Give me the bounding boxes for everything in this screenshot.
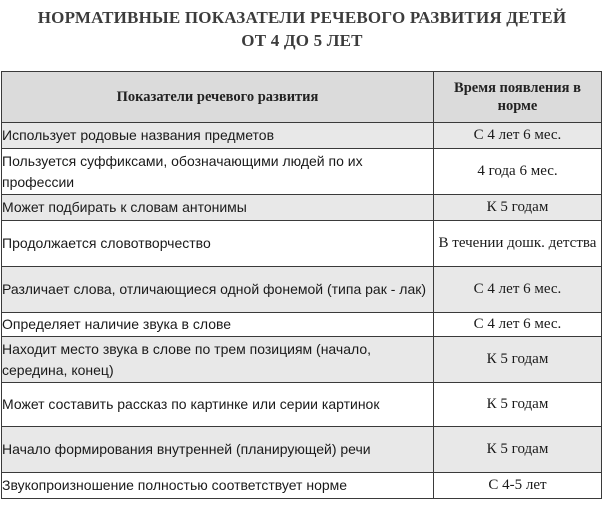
header-time-line-1: Время появления в: [454, 80, 581, 96]
table-row: [2, 427, 602, 473]
row-time: К 5 годам: [434, 427, 602, 473]
row-indicator: Пользуется суффиксами, обозначающими людей по их профессии: [2, 149, 434, 195]
table-row: [2, 313, 602, 337]
row-indicator: Находит место звука в слове по трем позициям (начало, середина, конец): [2, 337, 434, 383]
table-row: [2, 267, 602, 313]
page-title: [0, 6, 604, 52]
row-time: С 4 лет 6 мес.: [434, 267, 602, 313]
table-row: [2, 473, 602, 499]
row-indicator: Может составить рассказ по картинке или серии картинок: [2, 383, 434, 427]
row-indicator: Начало формирования внутренней (планирующей) речи: [2, 427, 434, 473]
row-time: В течении дошк. детства: [434, 221, 602, 267]
row-indicator: Продолжается словотворчество: [2, 221, 434, 267]
table-row: [2, 123, 602, 149]
norms-table: [1, 71, 602, 499]
table-row: [2, 195, 602, 221]
row-time: К 5 годам: [434, 383, 602, 427]
title-line-2: ОТ 4 ДО 5 ЛЕТ: [241, 31, 363, 50]
row-indicator: Определяет наличие звука в слове: [2, 313, 434, 337]
table-row: [2, 383, 602, 427]
header-time: [434, 72, 602, 123]
row-time: С 4 лет 6 мес.: [434, 313, 602, 337]
row-time: С 4 лет 6 мес.: [434, 123, 602, 149]
row-indicator: Звукопроизношение полностью соответствует норме: [2, 473, 434, 499]
row-time: С 4-5 лет: [434, 473, 602, 499]
row-indicator: Может подбирать к словам антонимы: [2, 195, 434, 221]
table-row: [2, 221, 602, 267]
header-time-line-2: норме: [497, 98, 538, 114]
title-line-1: НОРМАТИВНЫЕ ПОКАЗАТЕЛИ РЕЧЕВОГО РАЗВИТИЯ ДЕТЕЙ: [37, 8, 567, 27]
row-indicator: Использует родовые названия предметов: [2, 123, 434, 149]
row-indicator: Различает слова, отличающиеся одной фонемой (типа рак - лак): [2, 267, 434, 313]
table-row: [2, 337, 602, 383]
header-indicator: Показатели речевого развития: [2, 72, 434, 123]
row-time: К 5 годам: [434, 195, 602, 221]
table-row: [2, 149, 602, 195]
row-time: К 5 годам: [434, 337, 602, 383]
row-time: 4 года 6 мес.: [434, 149, 602, 195]
